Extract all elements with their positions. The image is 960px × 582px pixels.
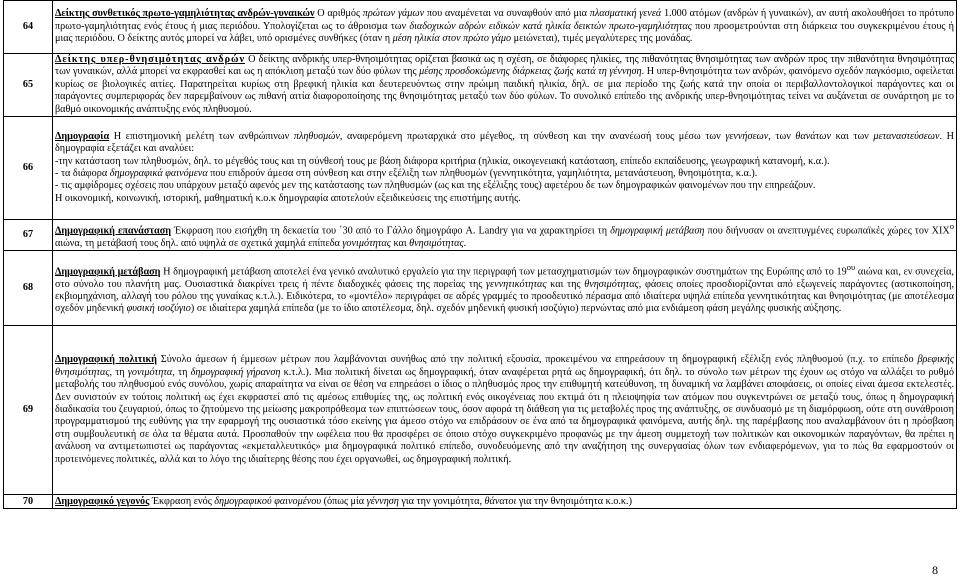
table-row: [4, 251, 957, 326]
glossary-table: [3, 0, 957, 509]
entry-number: 70: [4, 495, 53, 509]
entry-term: Δημογραφικό γεγονός: [55, 495, 150, 507]
entry-term: Δημογραφική πολιτική: [55, 354, 157, 366]
table-row: [4, 54, 957, 117]
entry-number: 68: [4, 251, 53, 326]
entry-term: Δημογραφική επανάσταση: [55, 225, 172, 237]
entry-text: Δημογραφία Η επιστημονική μελέτη των ανθρώπινων πληθυσμών, αναφερόμενη πρωταρχικά στο μέγεθος, τη σύνθεση και την ανανέωσή τους μέσω των γεννήσεων, των θανάτων και των μεταναστεύσεων. Η δημογραφία εξετάζει και αναλύει: -την κατάσταση των πληθυσμών, δηλ. το μέγεθός τους και τη σύνθεσή τους με βάση διάφορα κριτήρια (ηλικία, οικογενειακή κατάσταση, επίπεδο εκπαίδευσης, γεωγραφική κατανομή, κ.α.). - τα διάφορα δημογραφικά φαινόμενα που επιδρούν άμεσα στη σύνθεση και στην εξέλιξη των πληθυσμών (γεννητικότητα, γαμηλιότητα, μετανάστευση, θνησιμότητα, κ.α.). - τις αμφίδρομες σχέσεις που υπάρχουν μεταξύ αφενός μεν της κατάστασης των πληθυσμών (ως και της εξέλιξης τους) αφετέρου δε των δημογραφικών φαινομένων που την επηρεάζουν. Η οικονομική, κοινωνική, ιστορική, μαθηματική κ.ο.κ δημογραφία αποτελούν εξειδικεύσεις της επιστήμης αυτής.: [53, 117, 957, 220]
table-row: [4, 326, 957, 495]
entry-text: Δημογραφικό γεγονός Έκφραση ενός δημογραφικού φαινομένου (όπως μία γέννηση για την γονιμότητα, θάνατοι για την θνησιμότητα κ.ο.κ.): [53, 495, 957, 509]
table-row: [4, 1, 957, 54]
entry-number: 65: [4, 54, 53, 117]
entry-text: Δημογραφική επανάσταση Έκφραση που εισήχθη τη δεκαετία του ΄30 από το Γάλλο δημογράφο A. Landry για να χαρακτηρίσει τη δημογραφική μετάβαση που διήνυσαν οι ανεπτυγμένες ευρωπαϊκές χώρες τον $XIX^o$ αιώνα, τη μετάβασή τους δηλ. από υψηλά σε σχετικά χαμηλά επίπεδα γονιμότητας και θνησιμότητας.: [53, 220, 957, 251]
entry-text: Δημογραφική πολιτική Σύνολο άμεσων ή έμμεσων μέτρων που λαμβάνονται συνήθως από την πολιτική εξουσία, προκειμένου να επηρεάσουν τη δημογραφική εξέλιξη ενός πληθυσμού (π.χ. το επίπεδο βρεφικής θνησιμότητας, τη γονιμότητα, τη δημογραφική γήρανση κ.τ.λ.). Μια πολιτική δίνεται ως δημογραφική, όταν αναφέρεται ρητά ως δημογραφική, ότι δηλ. το σύνολο των μέτρων της έχουν ως στόχο να αλλάξει το ρυθμό μεταβολής του πληθυσμού ενός συνόλου, χωρίς απαραίτητα να είναι σε θέση να επηρεάσει ο ίδιος ο πληθυσμός προς την επιθυμητή κατεύθυνση, τη δυναμική να λαμβάνει αποφάσεις, οι οποίες είναι άμεσα εκτελεστές. Δεν συνιστούν εν τούτοις πολιτική ως έχει εκφραστεί από τις αμέσως επιθυμίες της, ως πολιτική ενός οικογένειας που εκτιμά ότι η πλειοψηφία των ατόμων που συγκεντρώνει σε μεταξύ τους, όπως η δημογραφική διαδικασία του ζευγαριού, όπως το ζητούμενο της μείωσης μακροπρόθεσμα των επιπτώσεων τους, όσον αφορά τη διάθεση για τις μεταβολές προς της ανάπτυξης, σε συνδυασμό με τη διαμόρφωση, ούτε στη συνάθροιση προγραμματισμού της ευθύνης για την εφαρμογή της ουσιαστικά τόσο εκείνης για άμεσο στόχο να επιδράσουν σε ένα από τα δημογραφικά φαινόμενα, αυτής δηλ. της παρέμβασης που αναλαμβάνουν ότι η πρόσβαση στη συμβουλευτική σε όλα τα θέματα αυτά. Προσπαθούν την ωφέλεια που θα προσφέρει σε όποιο στόχο συγκεκριμένο προφανώς με την άμεση συμμετοχή των πολιτικών και οικονομικών παραγόντων, θα πρέπει η ανάλυση να αντιμετωπιστεί ως παράγοντας «εκμεταλλευτικός» μια δημογραφικά πολιτικό επίπεδο, συνοδευόμενης από την αναζήτηση της συνεργασίας όλων των ενδιαφερόμενων, για το πώς θα εφαρμοστούν οι προτεινόμενες πολιτικές, αλλά και το λόγο της ιδιαίτερης θέσης που έχει οργανωθεί, ως δημογραφική πολιτική.: [53, 326, 957, 495]
entry-term: Δείκτης υπερ-θνησιμότητας ανδρών: [55, 54, 246, 65]
entry-term: Δημογραφία: [55, 130, 110, 142]
entry-number: 64: [4, 1, 53, 54]
entry-text: Δείκτης συνθετικός πρωτο-γαμηλιότητας ανδρών-γυναικών Ο αριθμός πρώτων γάμων που αναμένεται να συναφθούν από μια πλασματική γενεά 1.000 ατόμων (ανδρών ή γυναικών), αν αυτή ακολουθήσει το πρότυπο πρωτο-γαμηλιότητας ενός έτους ή μιας περιόδου. Υπολογίζεται ως το άθροισμα των διαδοχικών αδρών ειδικών κατά ηλικία δεικτών πρωτο-γαμηλιότητας που προσμετρούνται στη διάρκεια του συγκεκριμένου έτους ή μιας περιόδου. Ο δείκτης αυτός μπορεί να λάβει, υπό ορισμένες συνθήκες (όταν η μέση ηλικία στον πρώτο γάμο μειώνεται), τιμές μεγαλύτερες της μονάδας.: [53, 1, 957, 54]
entry-term: Δημογραφική μετάβαση: [55, 266, 161, 278]
entry-number: 69: [4, 326, 53, 495]
entry-term: Δείκτης συνθετικός πρωτο-γαμηλιότητας ανδρών-γυναικών: [55, 8, 315, 20]
table-row: [4, 220, 957, 251]
entry-number: 67: [4, 220, 53, 251]
table-row: [4, 117, 957, 220]
page-number: 8: [932, 563, 938, 577]
table-row: [4, 495, 957, 509]
entry-text: Δημογραφική μετάβαση Η δημογραφική μετάβαση αποτελεί ένα γενικό αναλυτικό εργαλείο για την περιγραφή των μετασχηματισμών των δημογραφικών συστημάτων της Ευρώπης από το $19^{o\upsilon}$ αιώνα και, εν συνεχεία, στο σύνολο του πλανήτη μας. Ουσιαστικά διακρίνει τρεις ή πέντε διαδοχικές φάσεις της πορείας της γεννητικότητας και της θνησιμότητας, φάσεις οποίες προσδιορίζονται από εξωγενείς παράγοντες (αστικοποίηση, εκβιομηχάνιση, αλλαγή του ρόλου της γυναίκας κ.τ.λ.). Ειδικότερα, το «μοντέλο» περιγράφει σε αδρές γραμμές το προοδευτικό πέρασμα από ιδιαίτερα υψηλά επίπεδα γεννητικότητας και θνησιμότητας (με αποτέλεσμα σχεδόν μηδενική φυσική ισοζύγιο) σε ιδιαίτερα χαμηλά επίπεδα (με το ίδιο αποτέλεσμα, δηλ. σχεδόν μηδενική φυσική ισοζύγιο) περνώντας από μια ενδιάμεση φάση μεγάλης φυσικής αύξησης.: [53, 251, 957, 326]
entry-number: 66: [4, 117, 53, 220]
entry-text: Δείκτης υπερ-θνησιμότητας ανδρών Ο δείκτης ανδρικής υπερ-θνησιμότητας ορίζεται βασικά ως η σχέση, σε διάφορες ηλικίες, της πιθανότητας θνησιμότητας των ανδρών προς την πιθανότητα θνησιμότητας των γυναικών, αλλά μπορεί να εκφρασθεί και ως η απόκλιση μεταξύ των δύο φύλων της μέσης προσδοκώμενης διάρκειας ζωής κατά τη γέννηση. Η υπερ-θνησιμότητα των ανδρών, φαινόμενο σχεδόν παγκόσμιο, οφείλεται κυρίως σε βιολογικές αιτίες. Παρατηρείται κυρίως στη βρεφική ηλικία και δευτερευόντως στην πρώιμη παιδική ηλικία, δηλ. σε μια περίοδο της ζωής κατά την οποία οι περιβαλλοντολογικοί παράγοντες και οι παράγοντες συμπεριφοράς δεν παρεμβαίνουν ως πιθανή αιτία διαφοροποίησης της θνησιμότητας μεταξύ των δύο φύλων. Το συνολικό επίπεδο της ανδρικής υπερ-θνησιμότητας τείνει να αυξάνεται σε συνάρτηση με το βαθμό οικονομικής ανάπτυξης ενός πληθυσμού.: [53, 54, 957, 117]
